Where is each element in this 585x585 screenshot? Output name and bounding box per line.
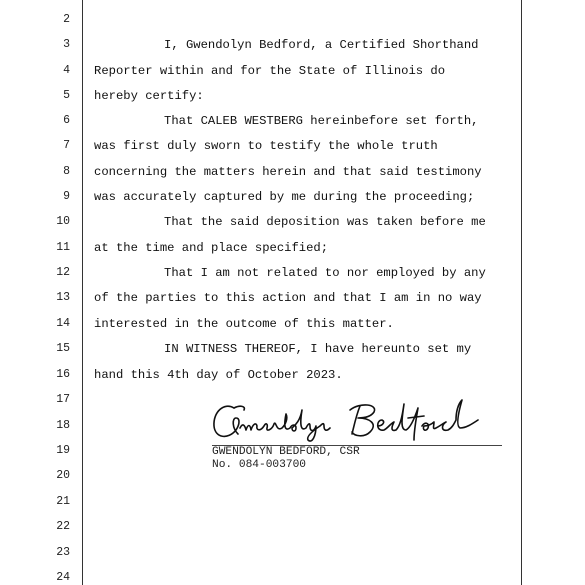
certificate-line: hereby certify: [94, 89, 204, 103]
certificate-line: IN WITNESS THEREOF, I have hereunto set my [164, 342, 472, 356]
line-number: 8 [63, 165, 70, 178]
line-number: 23 [56, 546, 70, 559]
line-number: 10 [56, 215, 70, 228]
line-number: 17 [56, 393, 70, 406]
line-number: 24 [56, 571, 70, 584]
certificate-line: was first duly sworn to testify the whole truth [94, 139, 438, 153]
line-number: 22 [56, 520, 70, 533]
line-number: 5 [63, 89, 70, 102]
line-number: 4 [63, 64, 70, 77]
certificate-line: was accurately captured by me during the proceeding; [94, 190, 475, 204]
line-number: 19 [56, 444, 70, 457]
certificate-line: hand this 4th day of October 2023. [94, 368, 343, 382]
certificate-line: at the time and place specified; [94, 241, 329, 255]
line-number: 16 [56, 368, 70, 381]
certificate-line: of the parties to this action and that I am in no way [94, 291, 482, 305]
line-number: 6 [63, 114, 70, 127]
certificate-line: That the said deposition was taken before me [164, 215, 486, 229]
certificate-line: That CALEB WESTBERG hereinbefore set forth, [164, 114, 479, 128]
certificate-line: I, Gwendolyn Bedford, a Certified Shorthand [164, 38, 479, 52]
right-margin-rule [521, 0, 522, 585]
line-number: 9 [63, 190, 70, 203]
line-number: 7 [63, 139, 70, 152]
certificate-line: concerning the matters herein and that said testimony [94, 165, 482, 179]
certificate-line: That I am not related to nor employed by any [164, 266, 486, 280]
line-number: 12 [56, 266, 70, 279]
line-number: 13 [56, 291, 70, 304]
signer-name: GWENDOLYN BEDFORD, CSR [212, 446, 360, 458]
line-number: 15 [56, 342, 70, 355]
certificate-line: Reporter within and for the State of Illinois do [94, 64, 446, 78]
line-number: 11 [56, 241, 70, 254]
certificate-line: interested in the outcome of this matter. [94, 317, 394, 331]
line-number: 2 [63, 13, 70, 26]
line-number: 18 [56, 419, 70, 432]
line-number: 3 [63, 38, 70, 51]
csr-license-number: No. 084-003700 [212, 459, 306, 471]
line-number: 20 [56, 469, 70, 482]
line-number: 21 [56, 495, 70, 508]
left-margin-rule [82, 0, 83, 585]
handwritten-signature [210, 396, 506, 446]
line-number: 14 [56, 317, 70, 330]
